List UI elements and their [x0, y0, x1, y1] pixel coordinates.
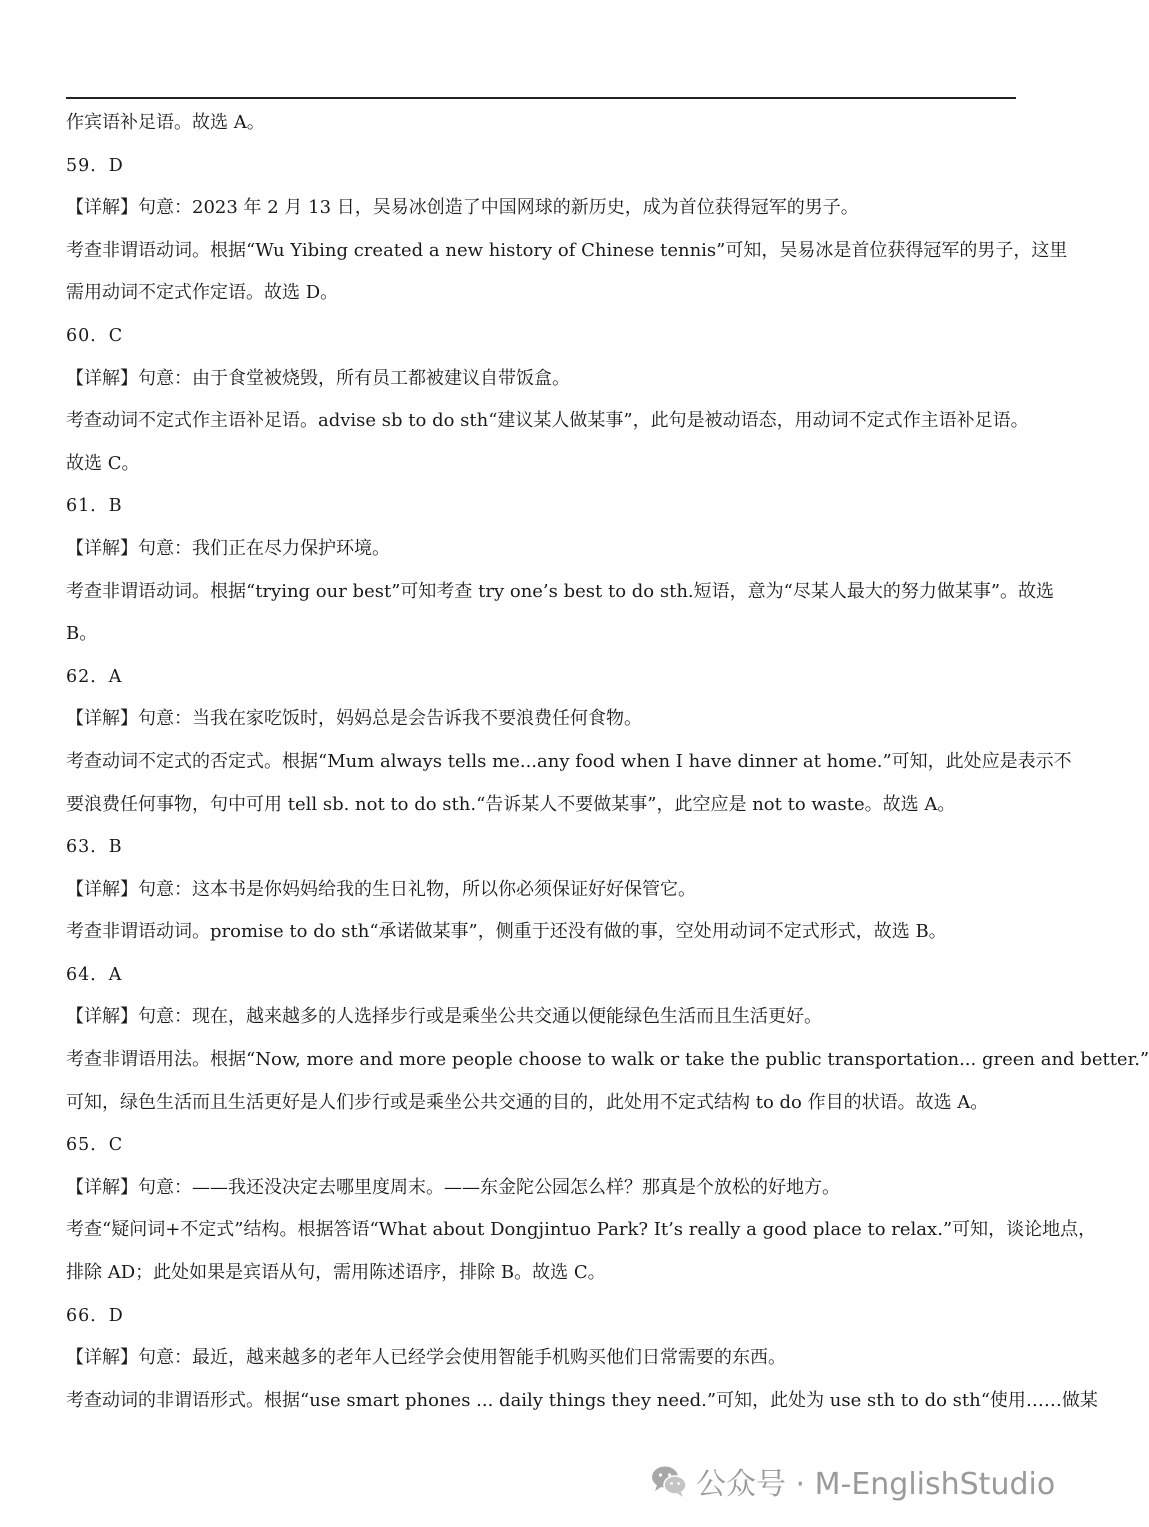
text-line: B。 [66, 623, 98, 645]
text-line: 考查非谓语动词。根据“trying our best”可知考查 try one’s best to do sth.短语，意为“尽某人最大的努力做某事”。故选 [66, 580, 1055, 602]
text-line: 考查非谓语动词。根据“Wu Yibing created a new history of Chinese tennis”可知，吴易冰是首位获得冠军的男子，这里 [66, 239, 1068, 261]
text-line: 考查动词不定式的否定式。根据“Mum always tells me...any food when I have dinner at home.”可知，此处应是表示不 [66, 750, 1072, 772]
explanation-line: 【详解】句意：这本书是你妈妈给我的生日礼物，所以你必须保证好好保管它。 [66, 878, 696, 900]
text-line: 排除 AD；此处如果是宾语从句，需用陈述语序，排除 B。故选 C。 [66, 1262, 606, 1284]
question-number: 60．C [66, 325, 124, 346]
text-line: 要浪费任何事物，句中可用 tell sb. not to do sth.“告诉某人不要做某事”，此空应是 not to waste。故选 A。 [66, 793, 956, 815]
text-line: 故选 C。 [66, 452, 140, 474]
text-line: 考查“疑问词+不定式”结构。根据答语“What about Dongjintuo Park? It’s really a good place to relax.”可知，谈论地点， [66, 1219, 1097, 1241]
explanation-line: 【详解】句意：最近，越来越多的老年人已经学会使用智能手机购买他们日常需要的东西。 [66, 1347, 786, 1369]
page-top-rule [66, 97, 1016, 99]
explanation-line: 【详解】句意：2023 年 2 月 13 日，吴易冰创造了中国网球的新历史，成为首位获得冠军的男子。 [66, 197, 859, 219]
explanation-line: 【详解】句意：我们正在尽力保护环境。 [66, 537, 390, 559]
text-line: 可知，绿色生活而且生活更好是人们步行或是乘坐公共交通的目的，此处用不定式结构 to do 作目的状语。故选 A。 [66, 1091, 989, 1113]
watermark-text: 公众号 · M-EnglishStudio [696, 1467, 1056, 1502]
text-line: 作宾语补足语。故选 A。 [66, 112, 265, 133]
document-body [66, 102, 1149, 1422]
text-line: 需用动词不定式作定语。故选 D。 [66, 282, 339, 304]
question-number: 64．A [66, 964, 123, 985]
text-line: 考查动词不定式作主语补足语。advise sb to do sth“建议某人做某事”，此句是被动语态，用动词不定式作主语补足语。 [66, 410, 1029, 432]
question-number: 59．D [66, 155, 124, 176]
wechat-watermark [650, 1455, 1055, 1507]
explanation-line: 【详解】句意：——我还没决定去哪里度周末。——东金陀公园怎么样？那真是个放松的好地方。 [66, 1176, 840, 1198]
text-line: 考查非谓语动词。promise to do sth“承诺做某事”，侧重于还没有做的事，空处用动词不定式形式，故选 B。 [66, 921, 947, 943]
text-line: 考查动词的非谓语形式。根据“use smart phones ... daily things they need.”可知，此处为 use sth to do sth“使用……做某 [66, 1389, 1098, 1411]
explanation-line: 【详解】句意：现在，越来越多的人选择步行或是乘坐公共交通以便能绿色生活而且生活更好。 [66, 1006, 822, 1028]
text-line: 考查非谓语用法。根据“Now, more and more people choose to walk or take the public transportation... green and better.” [66, 1049, 1149, 1071]
question-number: 63．B [66, 837, 123, 858]
question-number: 62．A [66, 666, 123, 687]
question-number: 61．B [66, 496, 123, 517]
explanation-line: 【详解】句意：当我在家吃饭时，妈妈总是会告诉我不要浪费任何食物。 [66, 708, 642, 730]
explanation-line: 【详解】句意：由于食堂被烧毁，所有员工都被建议自带饭盒。 [66, 367, 570, 389]
wechat-icon [650, 1464, 688, 1498]
question-number: 66．D [66, 1305, 124, 1326]
question-number: 65．C [66, 1135, 124, 1156]
